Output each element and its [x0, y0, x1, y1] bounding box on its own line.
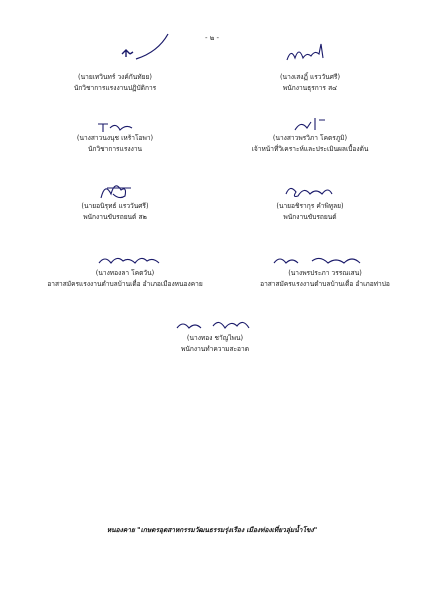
signatory-block — [240, 235, 410, 290]
signatory-role: พนักงานขับรถยนต์ — [283, 213, 337, 221]
signatory-block — [215, 100, 405, 155]
signature-image — [250, 168, 370, 208]
signatory-name: (นางสาวนงนุช เหร้าโอพา) — [76, 134, 154, 142]
signature-image — [215, 100, 405, 140]
signatory-role: พนักงานขับรถยนต์ ส๒ — [83, 213, 147, 221]
signatory-name: (นางพรประภา วรรณเสน) — [288, 269, 362, 277]
signature-image — [60, 100, 170, 140]
footer-motto: หนองคาย "เกษตรอุตสาหกรรมวัฒนธรรมรุ่งเรือง เมืองท่องเที่ยวลุ่มน้ำโขง" — [106, 526, 318, 534]
signatory-name: (นางสาวพรวิภา โคตรภูมิ) — [272, 134, 348, 142]
signatory-role: พนักงานทำความสะอาด — [181, 345, 249, 353]
signature-image — [240, 235, 410, 275]
signature-image — [55, 168, 175, 208]
signatory-name: (นางเสงฏิ์ แรววันศรี) — [279, 73, 341, 81]
signatory-role: พนักงานธุรการ ส๔ — [282, 84, 338, 92]
signatory-name: (นายอชิรากุร คำพิทูลย) — [276, 202, 344, 210]
signatory-block — [40, 30, 190, 94]
signature-image — [245, 30, 375, 78]
signatory-role: เจ้าหน้าที่วิเคราะห์และประเมินผลเบื้องต้น — [251, 145, 369, 153]
signatory-role: อาสาสมัครแรงงานตำบลบ้านเดื่อ อำเภอท่าบ่อ — [260, 280, 390, 288]
signature-image — [25, 235, 225, 275]
signatory-role: นักวิชาการแรงงาน — [87, 145, 143, 153]
signature-image — [145, 300, 285, 340]
signatory-name: (นายเทวินทร์ วงค์กันทัยย) — [78, 73, 152, 81]
signatory-block — [245, 30, 375, 94]
signatory-block — [55, 168, 175, 223]
signature-image — [40, 30, 190, 78]
signatory-role: นักวิชาการแรงงานปฏิบัติการ — [73, 84, 157, 92]
signatory-block — [250, 168, 370, 223]
signatory-block — [25, 235, 225, 290]
signatory-role: อาสาสมัครแรงงานตำบลบ้านเดื่อ อำเภอเมืองหนองคาย — [47, 280, 203, 288]
signatory-block — [60, 100, 170, 155]
signatory-name: (นายอนิรุทธ์ แรววันศรี) — [81, 202, 149, 210]
signatory-name: (นางทอง ชาัญไพน) — [186, 334, 244, 342]
signatory-name: (นางทองลา โคตวัน) — [95, 269, 155, 277]
signatory-block — [145, 300, 285, 355]
page-number: - ๒ - — [204, 34, 220, 42]
